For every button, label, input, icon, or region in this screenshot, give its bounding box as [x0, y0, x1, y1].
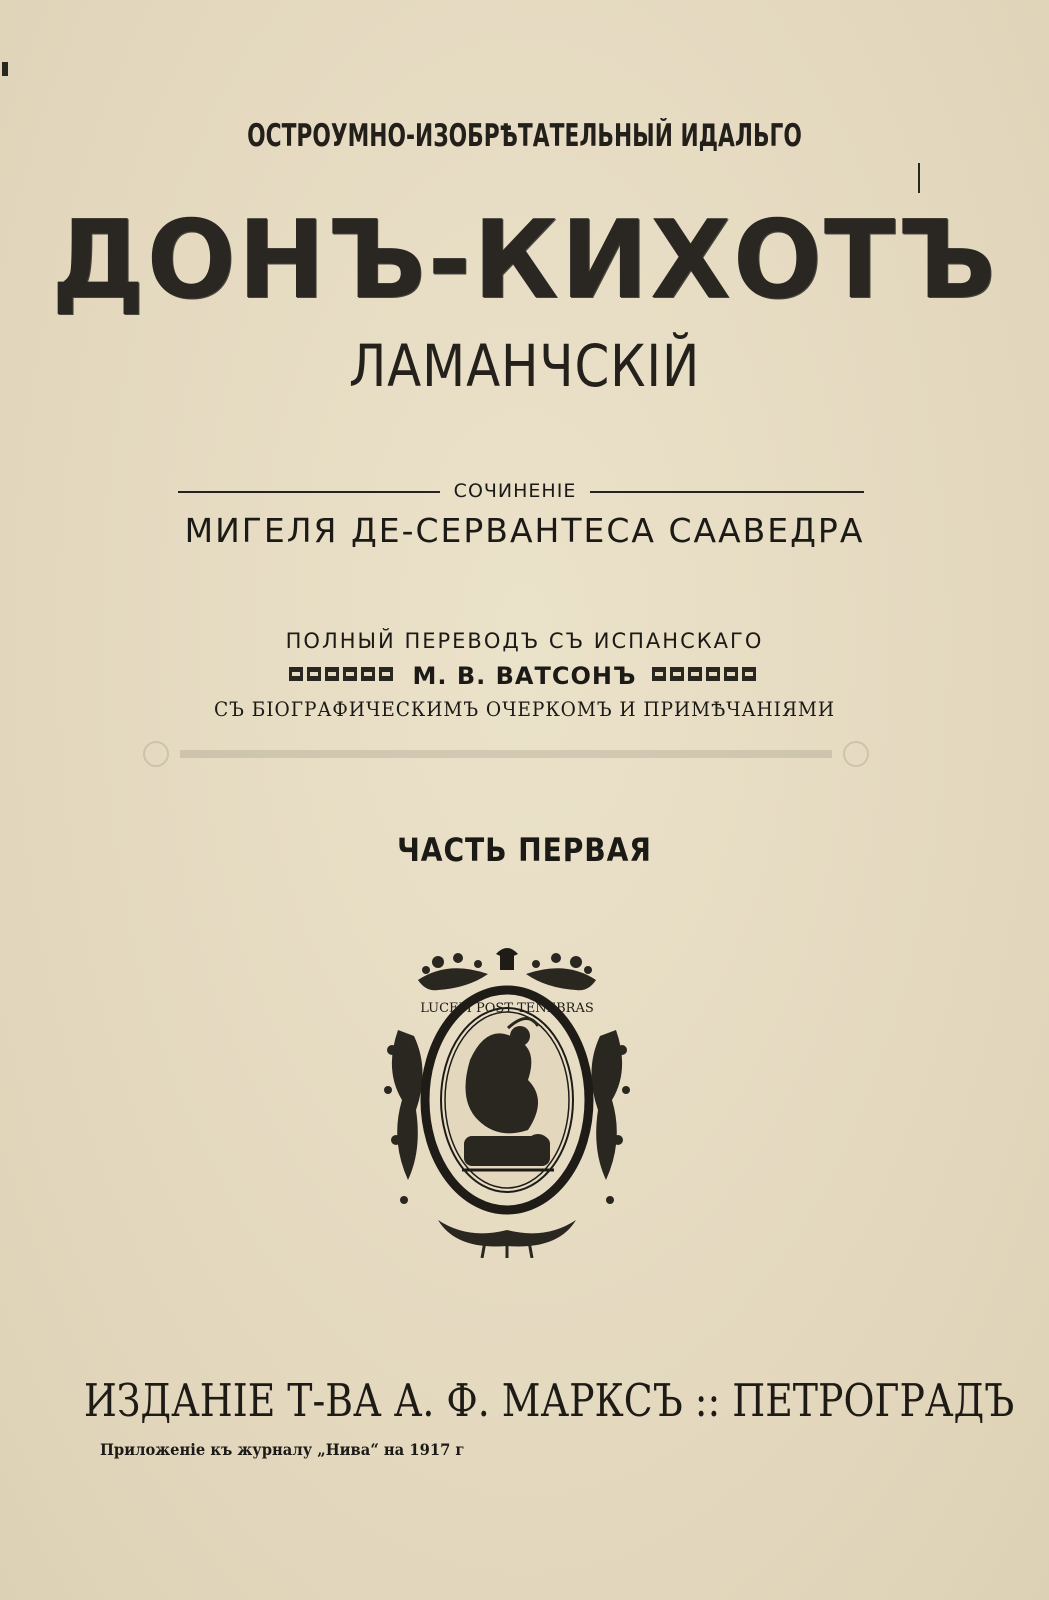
- author-name: МИГЕЛЯ ДЕ-СЕРВАНТЕСА СААВЕДРА: [184, 511, 865, 550]
- ornament-left-icon: [289, 667, 397, 681]
- bleed-through-shadow: [136, 740, 876, 768]
- book-title-suffix: ЛАМАНЧСКІЙ: [348, 332, 701, 400]
- publisher-emblem-icon: [378, 940, 636, 1258]
- margin-tick: [918, 163, 920, 193]
- translator-name: М. В. ВАТСОНЪ: [412, 662, 637, 690]
- ornament-right-icon: [652, 667, 760, 681]
- author-rule: [0, 480, 1049, 504]
- scan-edge-mark: [2, 62, 8, 76]
- emblem-motto: LUCEM POST TENEBRAS: [420, 1001, 594, 1016]
- book-subtitle: ОСТРОУМНО-ИЗОБРѢТАТЕЛЬНЫЙ ИДАЛЬГО: [247, 118, 802, 154]
- rule-right-line: [590, 491, 864, 493]
- translation-note: ПОЛНЫЙ ПЕРЕВОДЪ СЪ ИСПАНСКАГО: [285, 629, 764, 653]
- biography-note: СЪ БІОГРАФИЧЕСКИМЪ ОЧЕРКОМЪ И ПРИМѢЧАНІЯМИ: [213, 697, 836, 721]
- rule-left-line: [178, 491, 440, 493]
- author-label: СОЧИНЕНІЕ: [453, 480, 577, 502]
- supplement-note: Приложеніе къ журналу „Нива“ на 1917 г: [100, 1440, 465, 1459]
- book-title: ДОНЪ-КИХОТЪ: [51, 198, 998, 323]
- translator-row: [0, 662, 1049, 690]
- publisher-line: ИЗДАНІЕ Т-ВА А. Ф. МАРКСЪ :: ПЕТРОГРАДЪ: [83, 1374, 1015, 1427]
- part-heading: ЧАСТЬ ПЕРВАЯ: [397, 831, 652, 869]
